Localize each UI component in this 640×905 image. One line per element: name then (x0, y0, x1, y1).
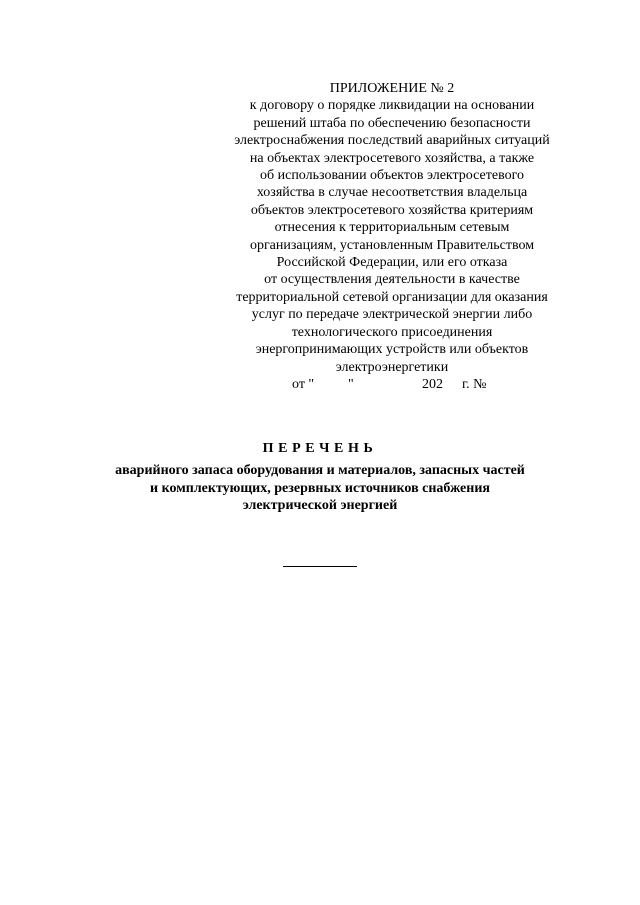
subtitle-line: электрической энергией (242, 498, 398, 513)
appendix-header (212, 80, 572, 393)
appendix-text-line: объектов электросетевого хозяйства критериям (250, 202, 534, 218)
date-year: 202 (422, 376, 443, 392)
appendix-text-line: Российской Федерации, или его отказа (276, 255, 508, 271)
appendix-text-line: об использовании объектов электросетевого (259, 168, 524, 184)
appendix-text-line: на объектах электросетевого хозяйства, а также (249, 150, 535, 166)
appendix-text-line: территориальной сетевой организации для оказания (236, 289, 548, 305)
contract-date-line (212, 376, 572, 393)
subtitle-line: аварийного запаса оборудования и материалов, запасных частей (115, 463, 525, 478)
appendix-number: ПРИЛОЖЕНИЕ № 2 (329, 81, 455, 96)
appendix-text-line: решений штаба по обеспечению безопасности (253, 115, 531, 131)
document-title: ПЕРЕЧЕНЬ (262, 441, 378, 456)
appendix-text-line: электроэнергетики (335, 359, 449, 375)
appendix-text-line: к договору о порядке ликвидации на основании (249, 98, 535, 114)
appendix-text-line: организациям, установленным Правительством (249, 237, 535, 253)
appendix-text-line: энергопринимающих устройств или объектов (255, 342, 529, 358)
subtitle-line: и комплектующих, резервных источников снабжения (150, 480, 490, 496)
appendix-text-line: от осуществления деятельности в качестве (264, 272, 520, 288)
appendix-text-line: хозяйства в случае несоответствия владельца (256, 185, 528, 201)
date-number-suffix: г. № (462, 376, 487, 392)
date-quote-close: " (348, 376, 354, 392)
document-subtitle (60, 462, 580, 515)
divider-line (283, 566, 357, 567)
appendix-text-line: услуг по передаче электрической энергии либо (251, 307, 533, 323)
date-prefix: от " (292, 376, 315, 392)
appendix-text-line: технологического присоединения (291, 324, 493, 340)
appendix-text-line: отнесения к территориальным сетевым (274, 220, 510, 236)
appendix-text-line: электроснабжения последствий аварийных ситуаций (234, 133, 550, 149)
